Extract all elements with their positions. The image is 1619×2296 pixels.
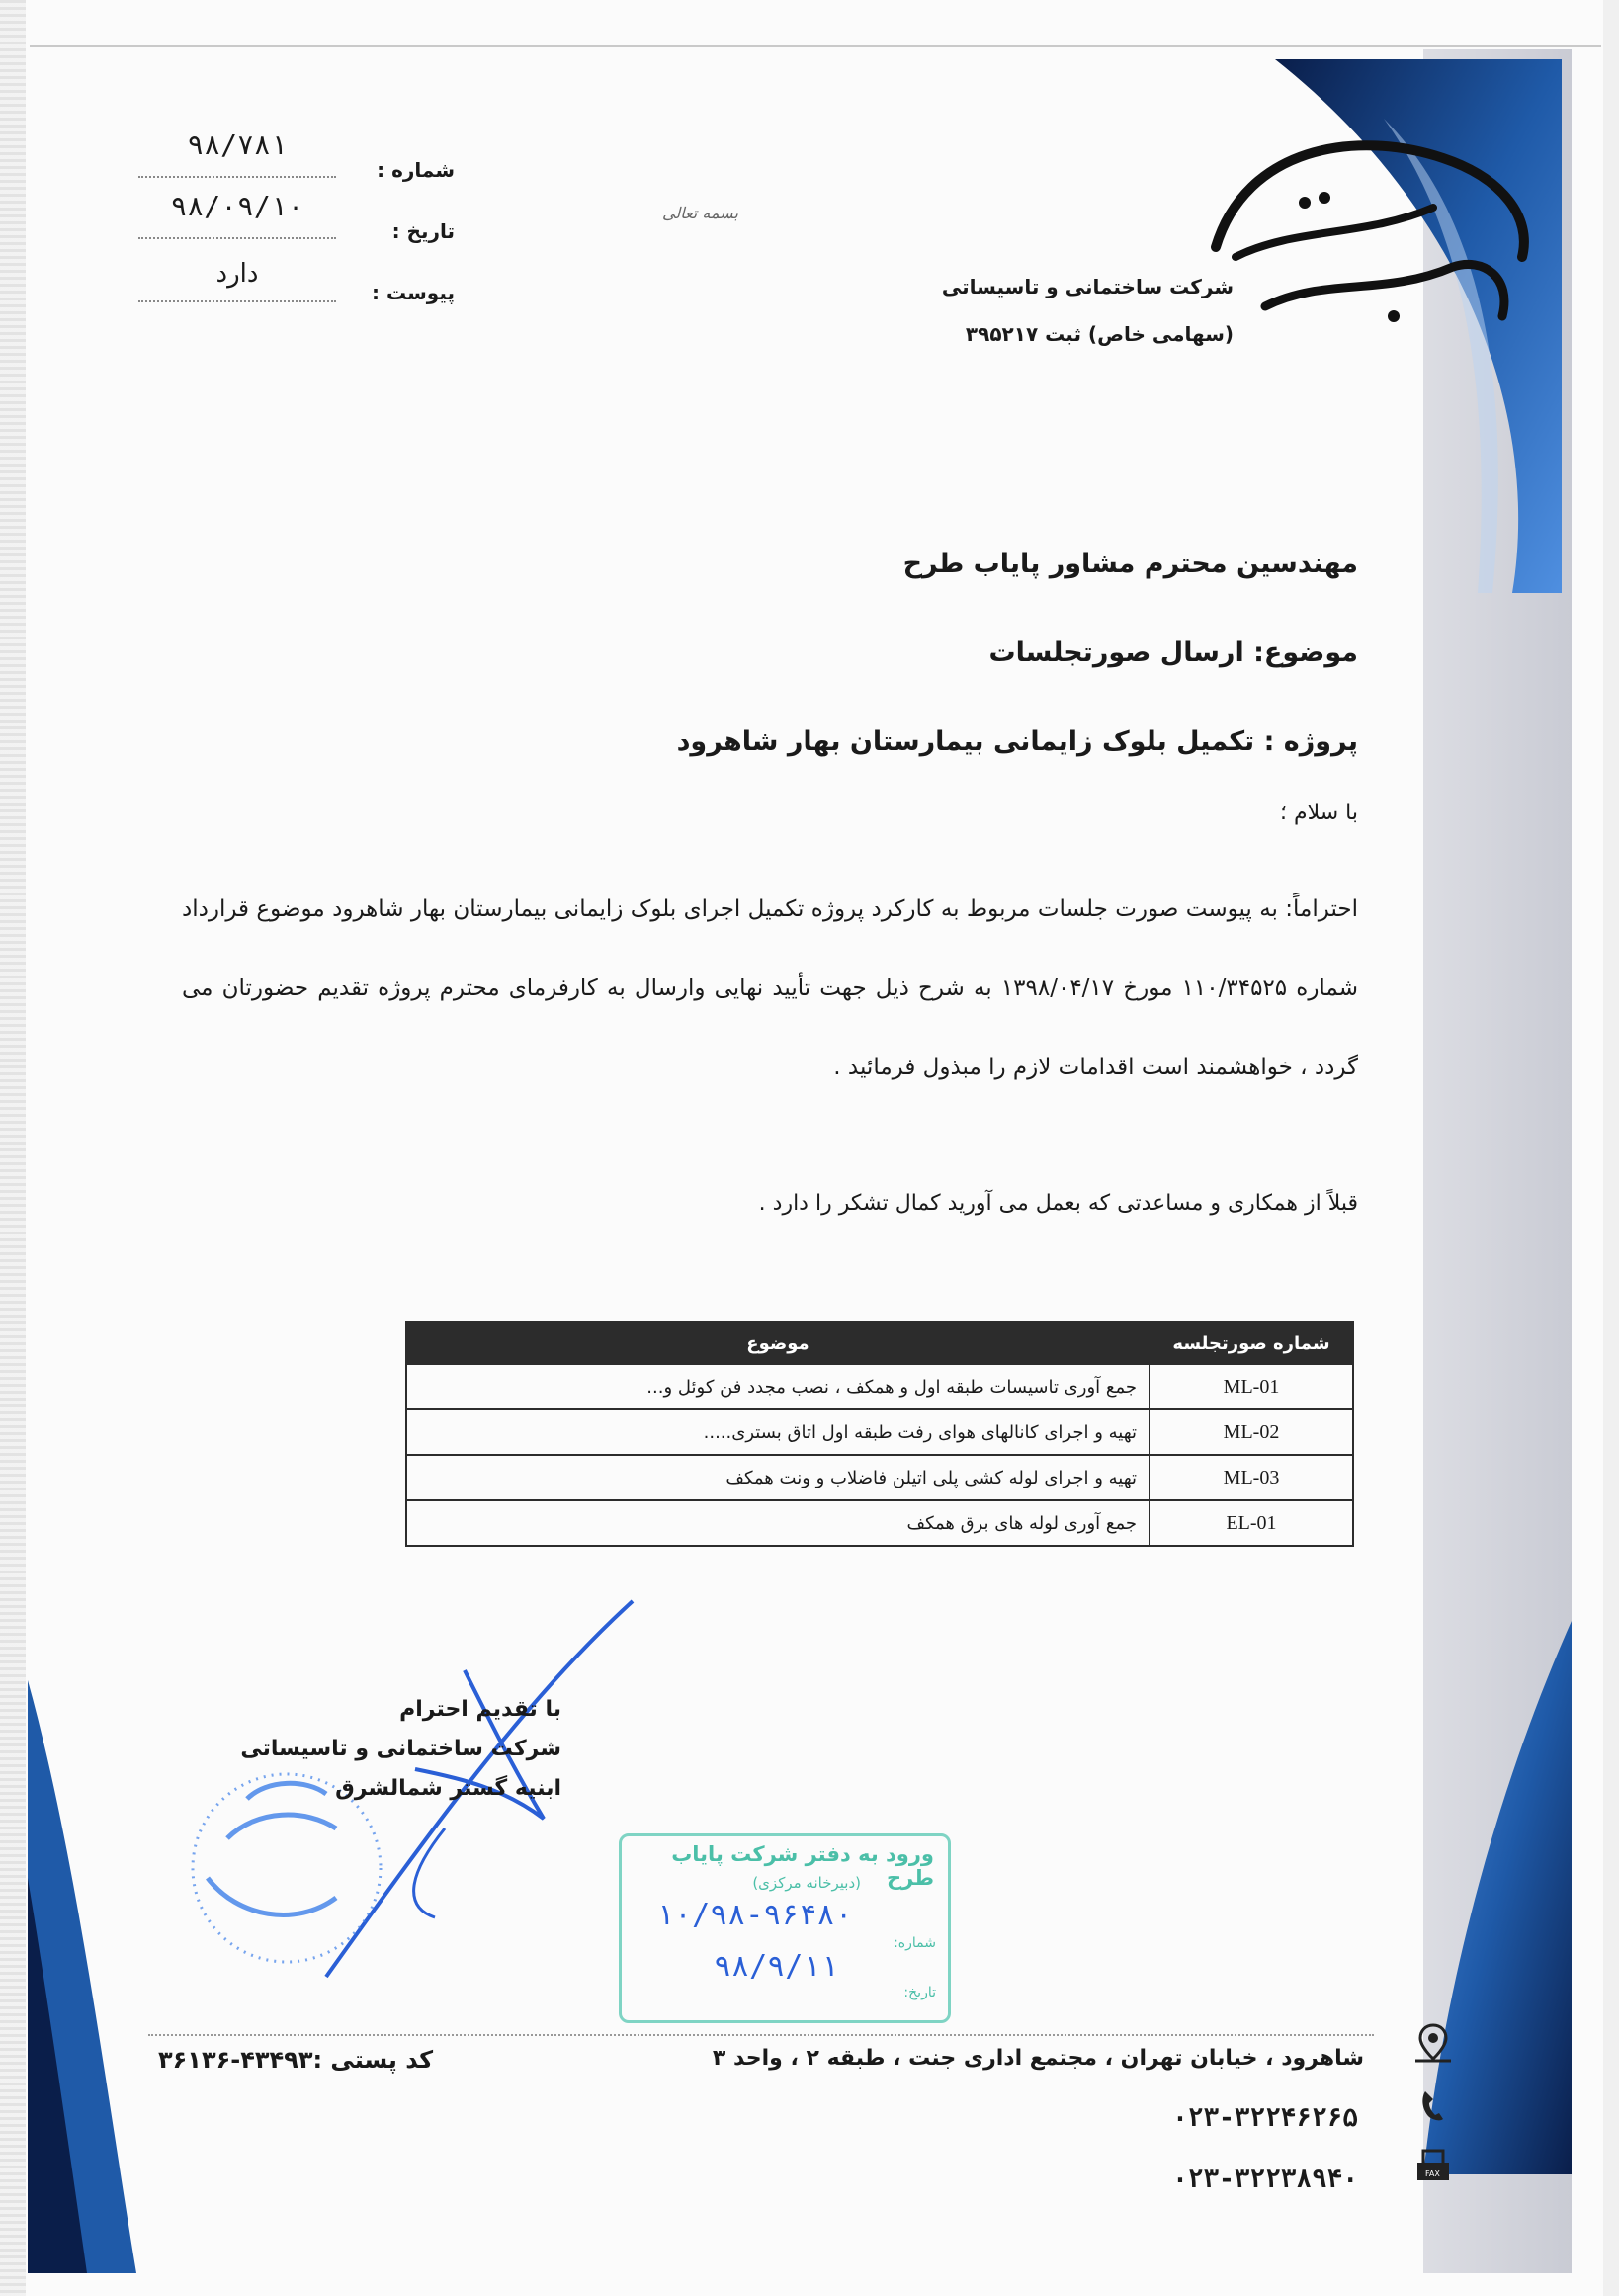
attachment-value: دارد bbox=[215, 259, 259, 289]
company-registration: (سهامی خاص) ثبت ۳۹۵۲۱۷ bbox=[965, 322, 1234, 346]
date-value: ۹۸/۰۹/۱۰ bbox=[170, 190, 304, 222]
number-dotted-line bbox=[138, 176, 336, 178]
company-logo bbox=[1186, 109, 1562, 346]
row-topic: جمع آوری لوله های برق همکف bbox=[406, 1500, 1150, 1546]
location-pin-icon bbox=[1411, 2021, 1455, 2065]
thanks-line: قبلاً از همکاری و مساعدتی که بعمل می آورید کمال تشکر را دارد . bbox=[758, 1191, 1358, 1216]
minutes-table bbox=[405, 1321, 1354, 1547]
number-label: شماره : bbox=[377, 158, 455, 182]
footer-fax: ۰۲۳-۳۲۲۳۸۹۴۰ bbox=[1172, 2165, 1358, 2194]
stamp-number-handwritten: ۱۰/۹۸-۹۶۴۸۰ bbox=[656, 1898, 853, 1932]
row-code: EL-01 bbox=[1150, 1500, 1353, 1546]
date-dotted-line bbox=[138, 237, 336, 239]
stamp-date-handwritten: ۹۸/۹/۱۱ bbox=[714, 1949, 839, 1984]
row-topic: جمع آوری تاسیسات طبقه اول و همکف ، نصب مجدد فن کوئل و... bbox=[406, 1364, 1150, 1409]
attachment-label: پیوست : bbox=[371, 281, 455, 304]
attachment-dotted-line bbox=[138, 300, 336, 302]
header-code: شماره صورتجلسه bbox=[1150, 1322, 1353, 1364]
row-code: ML-02 bbox=[1150, 1409, 1353, 1455]
closing-line-2: شرکت ساختمانی و تاسیساتی bbox=[240, 1737, 561, 1761]
row-topic: تهیه و اجرای کانالهای هوای رفت طبقه اول اتاق بستری..... bbox=[406, 1409, 1150, 1455]
stamp-title: ورود به دفتر شرکت پایاب طرح bbox=[671, 1842, 934, 1890]
logo-text: ابنیه گستر شمالشرق bbox=[1374, 237, 1383, 238]
company-name-line: شرکت ساختمانی و تاسیساتی bbox=[941, 275, 1234, 298]
table-row bbox=[406, 1455, 1353, 1500]
footer-phone: ۰۲۳-۳۲۲۴۶۲۶۵ bbox=[1172, 2103, 1358, 2133]
row-topic: تهیه و اجرای لوله کشی پلی اتیلن فاضلاب و ونت همکف bbox=[406, 1455, 1150, 1500]
subject-line: موضوع: ارسال صورتجلسات bbox=[988, 638, 1358, 668]
addressee: مهندسین محترم مشاور پایاب طرح bbox=[902, 549, 1358, 579]
table-row bbox=[406, 1500, 1353, 1546]
table-row bbox=[406, 1409, 1353, 1455]
table-row bbox=[406, 1364, 1353, 1409]
phone-icon bbox=[1411, 2083, 1455, 2127]
closing-line-1: با تقدیم احترام bbox=[399, 1697, 561, 1722]
fax-icon-label: FAX bbox=[1425, 2169, 1440, 2178]
date-label: تاریخ : bbox=[391, 219, 455, 243]
number-value: ۹۸/۷۸۱ bbox=[187, 128, 288, 161]
closing-line-3: ابنیه گستر شمالشرق bbox=[335, 1776, 561, 1801]
stamp-number-label: شماره: bbox=[894, 1935, 936, 1951]
footer-divider bbox=[148, 2034, 1374, 2036]
row-code: ML-01 bbox=[1150, 1364, 1353, 1409]
scan-edge-left bbox=[0, 0, 26, 2296]
scan-edge-right bbox=[1603, 0, 1619, 2296]
body-paragraph: احتراماً: به پیوست صورت جلسات مربوط به کارکرد پروژه تکمیل اجرای بلوک زایمانی بیمارستان بهار شاهرود موضوع قرارداد شماره ۱۱۰/۳۴۵۲۵ مورخ ۱۳۹۸/۰۴/۱۷ به شرح ذیل جهت تأیید نهایی وارسال به کارفرمای محترم پروژه تقدیم حضورتان می گردد ، خواهشمند است اقدامات لازم را مبذول فرمائید . bbox=[182, 896, 1359, 1080]
stamp-subtitle: (دبیرخانه مرکزی) bbox=[752, 1874, 861, 1892]
scan-edge-top bbox=[30, 45, 1601, 47]
basmala: بسمه تعالی bbox=[662, 204, 738, 222]
closing-block bbox=[240, 1690, 561, 1809]
project-line: پروژه : تکمیل بلوک زایمانی بیمارستان بهار شاهرود bbox=[676, 726, 1358, 757]
stamp-date-label: تاریخ: bbox=[903, 1985, 936, 2000]
footer-left-blue-shape bbox=[28, 1680, 186, 2273]
header-topic: موضوع bbox=[406, 1322, 1150, 1364]
fax-icon bbox=[1411, 2145, 1455, 2188]
footer-postal-code: کد پستی :۴۳۴۹۳-۳۶۱۳۶ bbox=[158, 2046, 434, 2074]
row-code: ML-03 bbox=[1150, 1455, 1353, 1500]
greeting: با سلام ؛ bbox=[1280, 801, 1358, 825]
footer-address: شاهرود ، خیابان تهران ، مجتمع اداری جنت ، طبقه ۲ ، واحد ۳ bbox=[712, 2046, 1364, 2071]
table-header-row bbox=[406, 1322, 1353, 1364]
